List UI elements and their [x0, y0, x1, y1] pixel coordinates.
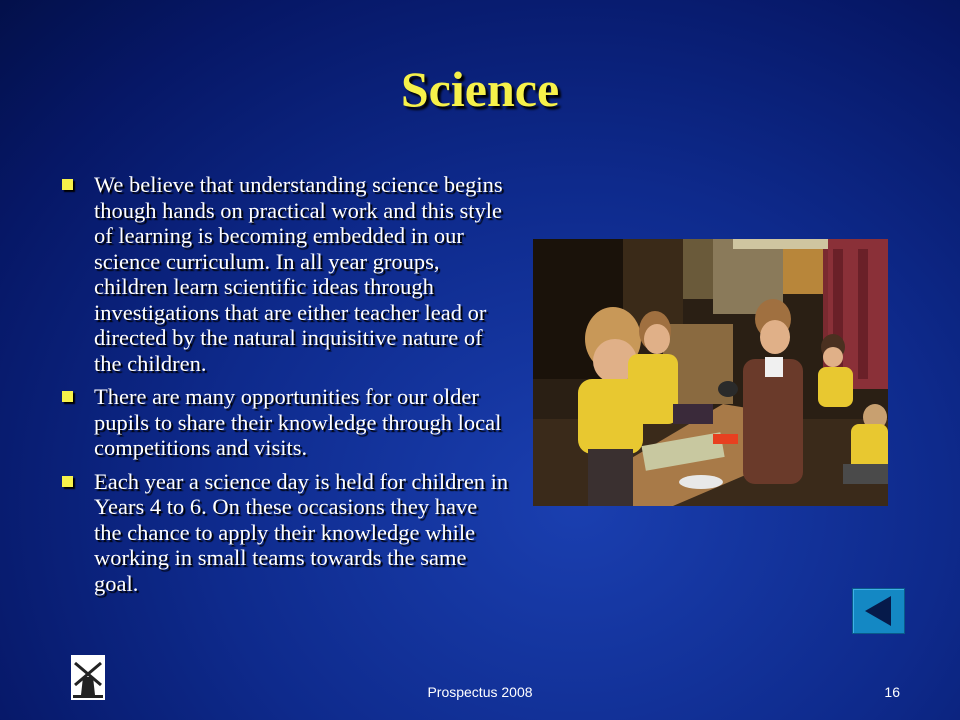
bullet-item	[60, 172, 510, 376]
square-bullet-icon	[62, 391, 73, 402]
square-bullet-icon	[62, 476, 73, 487]
back-arrow-icon	[853, 589, 904, 633]
footer-prospectus-label: Prospectus 2008	[427, 684, 533, 700]
slide-title: Science	[400, 61, 560, 117]
bullet-list	[60, 172, 510, 604]
square-bullet-icon	[62, 179, 73, 190]
bullet-text: There are many opportunities for our older pupils to share their knowledge through local competitions and visits.	[94, 384, 502, 460]
bullet-text: Each year a science day is held for children in Years 4 to 6. On these occasions they have the chance to apply their knowledge while working in small teams towards the same goal.	[94, 468, 509, 596]
bullet-item	[60, 384, 510, 461]
classroom-photo	[533, 239, 888, 506]
slide-number: 16	[884, 684, 900, 700]
back-nav-button[interactable]	[852, 588, 905, 634]
windmill-logo	[71, 655, 105, 700]
bullet-text: We believe that understanding science begins though hands on practical work and this style of learning is becoming embedded in our science curriculum. In all year groups, children learn scientific ideas through investigations that are either teacher lead or directed by the natural inquisitive nature of the children.	[94, 172, 503, 376]
bullet-item	[60, 469, 510, 597]
